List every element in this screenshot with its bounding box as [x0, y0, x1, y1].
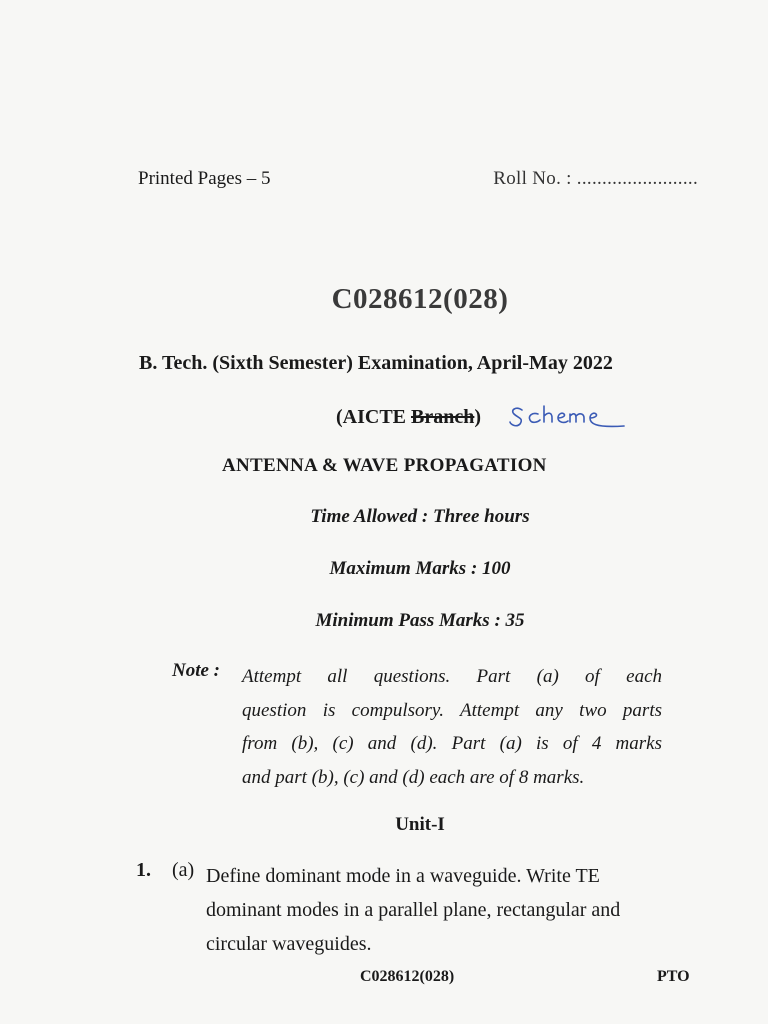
subject-title: ANTENNA & WAVE PROPAGATION	[222, 455, 547, 476]
question-part: (a)	[172, 859, 195, 881]
struck-word: Branch	[411, 406, 475, 428]
unit-heading: Unit-I	[395, 814, 445, 835]
paper-code: C028612(028)	[331, 283, 509, 315]
note-label: Note :	[172, 660, 221, 681]
question-line: dominant modes in a parallel plane, rectangular and	[206, 899, 621, 921]
note-text	[242, 660, 662, 794]
maximum-marks: Maximum Marks : 100	[329, 558, 511, 579]
question-line: Define dominant mode in a waveguide. Write TE	[206, 865, 600, 887]
footer-paper-code: C028612(028)	[360, 968, 455, 985]
header-row	[138, 168, 698, 194]
question-line: circular waveguides.	[206, 933, 372, 955]
note-line: and part (b), (c) and (d) each are of 8 marks.	[242, 766, 585, 788]
handwritten-scheme-annotation	[508, 402, 626, 434]
question-text	[206, 859, 666, 961]
roll-number: Roll No. : ........................	[493, 168, 698, 189]
pto-label: PTO	[657, 968, 690, 985]
printed-pages: Printed Pages – 5	[138, 168, 271, 189]
aicte-suffix: )	[474, 406, 482, 428]
minimum-pass-marks: Minimum Pass Marks : 35	[315, 610, 525, 631]
note-line: Attempt all questions. Part (a) of each	[242, 666, 662, 687]
question-number: 1.	[136, 859, 151, 881]
note-line: from (b), (c) and (d). Part (a) is of 4 marks	[242, 733, 662, 754]
aicte-line	[336, 406, 481, 429]
time-allowed: Time Allowed : Three hours	[310, 506, 530, 527]
aicte-prefix: (AICTE	[336, 406, 412, 428]
note-line: question is compulsory. Attempt any two parts	[242, 699, 662, 721]
exam-title: B. Tech. (Sixth Semester) Examination, April-May 2022	[139, 352, 613, 374]
